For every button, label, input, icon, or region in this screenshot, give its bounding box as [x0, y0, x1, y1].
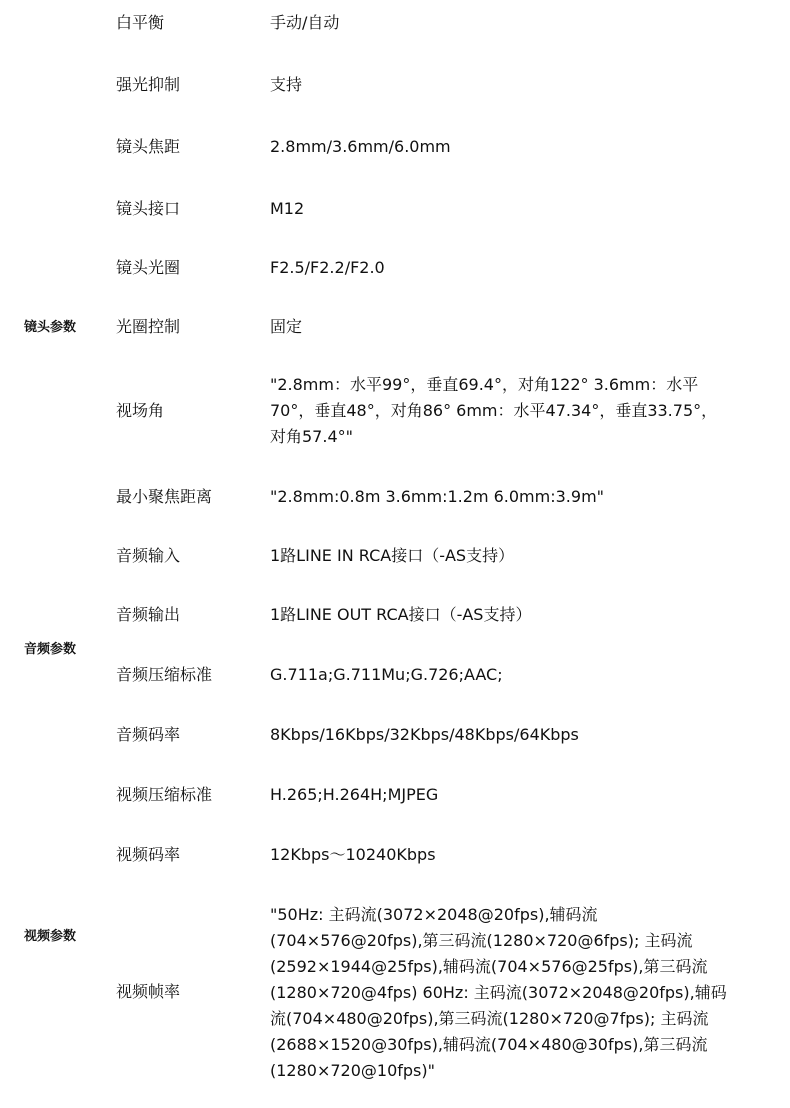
spec-label: 镜头焦距 — [116, 137, 181, 156]
spec-value: 支持 — [270, 75, 303, 94]
spec-label: 镜头光圈 — [116, 258, 181, 277]
spec-label: 视频帧率 — [116, 982, 181, 1001]
spec-label: 强光抑制 — [116, 75, 181, 94]
spec-label: 白平衡 — [116, 13, 165, 32]
spec-label: 音频输出 — [116, 605, 181, 624]
category-video: 视频参数 — [24, 929, 77, 944]
spec-value: 12Kbps～10240Kbps — [270, 845, 436, 864]
spec-value: "50Hz: 主码流(3072×2048@20fps),辅码流(704×576@20fps),第三码流(1280×720@6fps); 主码流(2592×1944@25fps),辅码流(704×576@25fps),第三码流(1280×720@4fps) 60Hz: 主码流(3072×2048@20fps),辅码流(704×480@20fps),第三码流(1280×720@7fps); 主码流(2688×1520@30fps),辅码流(704×480@30fps),第三码流(1280×720@10fps)" — [270, 905, 727, 1080]
spec-label: 光圈控制 — [116, 317, 181, 336]
spec-value: "2.8mm：水平99°，垂直69.4°，对角122° 3.6mm：水平70°，垂直48°，对角86° 6mm：水平47.34°，垂直33.75°，对角57.4°" — [270, 375, 718, 446]
spec-value: 8Kbps/16Kbps/32Kbps/48Kbps/64Kbps — [270, 725, 579, 744]
spec-label: 音频输入 — [116, 546, 181, 565]
spec-label: 音频压缩标准 — [116, 665, 213, 684]
spec-label: 视频码率 — [116, 845, 181, 864]
spec-value: F2.5/F2.2/F2.0 — [270, 258, 385, 277]
spec-label: 镜头接口 — [116, 199, 181, 218]
spec-value: 2.8mm/3.6mm/6.0mm — [270, 137, 451, 156]
spec-value: M12 — [270, 199, 305, 218]
spec-value: 手动/自动 — [270, 13, 340, 32]
spec-value: 1路LINE OUT RCA接口（-AS支持） — [270, 605, 532, 624]
category-audio: 音频参数 — [24, 642, 77, 657]
spec-label: 最小聚焦距离 — [116, 487, 213, 506]
spec-value: G.711a;G.711Mu;G.726;AAC; — [270, 665, 503, 684]
spec-value: H.265;H.264H;MJPEG — [270, 785, 439, 804]
spec-value: "2.8mm:0.8m 3.6mm:1.2m 6.0mm:3.9m" — [270, 487, 605, 506]
category-lens: 镜头参数 — [24, 320, 77, 335]
spec-value: 1路LINE IN RCA接口（-AS支持） — [270, 546, 515, 565]
spec-label: 视频压缩标准 — [116, 785, 213, 804]
spec-value: 固定 — [270, 317, 303, 336]
spec-label: 视场角 — [116, 401, 165, 420]
spec-label: 音频码率 — [116, 725, 181, 744]
